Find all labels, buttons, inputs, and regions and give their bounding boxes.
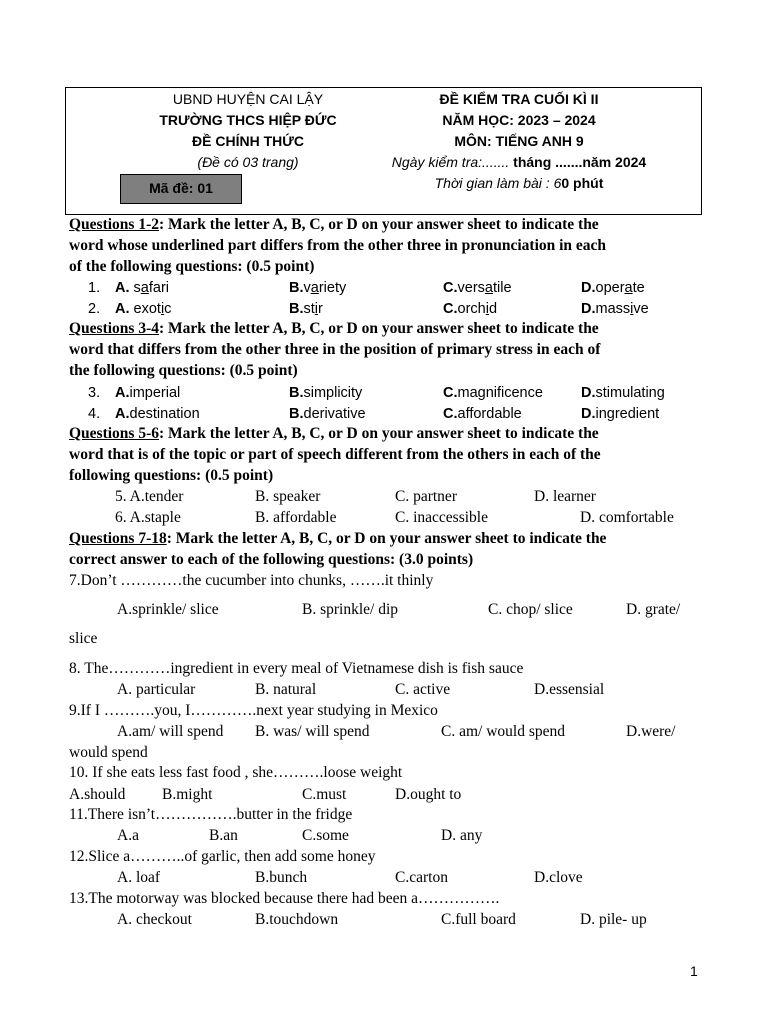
q8-option-d: D.essensial [534, 681, 605, 698]
section-3-line-3: following questions: (0.5 point) [69, 467, 274, 484]
q3-option-b: B.simplicity [289, 385, 363, 401]
q12-option-a: A. loaf [117, 869, 161, 886]
q3-option-d: D.stimulating [581, 385, 665, 401]
q13-stem: 13.The motorway was blocked because there had been a……………. [69, 890, 500, 907]
section-1-line-3: of the following questions: (0.5 point) [69, 258, 315, 275]
q11-option-b: B.an [209, 827, 238, 844]
q1-option-b: B.variety [289, 280, 347, 296]
q1-option-a: A. safari [115, 280, 170, 296]
q9-option-c: C. am/ would spend [441, 723, 565, 740]
q12-option-b: B.bunch [255, 869, 308, 886]
q4-option-b: B.derivative [289, 406, 366, 422]
q10-option-d: D.ought to [395, 786, 462, 803]
q13-option-b: B.touchdown [255, 911, 339, 928]
subject: MÔN: TIẾNG ANH 9 [454, 133, 584, 149]
q2-option-d: D.massive [581, 301, 649, 317]
q8-option-b: B. natural [255, 681, 317, 698]
q1-option-c: C.versatile [443, 280, 512, 296]
q8-stem: 8. The…………ingredient in every meal of Vietnamese dish is fish sauce [69, 660, 524, 677]
section-2-line-2: word that differs from the other three in the position of primary stress in each of [69, 341, 601, 358]
q10-option-a: A.should [69, 786, 126, 803]
exam-duration: Thời gian làm bài : 60 phút [434, 175, 604, 191]
q6-option-b: B. affordable [255, 509, 337, 526]
q6-option-c: C. inaccessible [395, 509, 488, 526]
q8-option-c: C. active [395, 681, 451, 698]
q9-stem: 9.If I ……….you, I………….next year studying in Mexico [69, 702, 438, 719]
q3-option-c: C.magnificence [443, 385, 543, 401]
q10-option-b: B.might [162, 786, 213, 803]
section-4-line-2: correct answer to each of the following questions: (3.0 points) [69, 551, 474, 568]
section-1-line-2: word whose underlined part differs from the other three in pronunciation in each [69, 237, 607, 254]
q11-stem: 11.There isn’t…………….butter in the fridge [69, 806, 353, 823]
q7-stem: 7.Don’t …………the cucumber into chunks, …….it thinly [69, 572, 434, 589]
q3-option-a: A.imperial [115, 385, 181, 401]
q2-option-a: A. exotic [115, 301, 172, 317]
q7-option-d-continued: slice [69, 630, 98, 647]
q11-option-d: D. any [441, 827, 483, 844]
q5-option-c: C. partner [395, 488, 457, 505]
header-box [65, 87, 702, 215]
q9-option-b: B. was/ will spend [255, 723, 370, 740]
q9-option-d: D.were/ [626, 723, 676, 740]
section-4-heading: Questions 7-18: Mark the letter A, B, C, or D on your answer sheet to indicate the [69, 530, 607, 547]
q4-option-c: C.affordable [443, 406, 522, 422]
q10-option-c: C.must [302, 786, 347, 803]
q12-option-d: D.clove [534, 869, 583, 886]
q1-option-d: D.operate [581, 280, 645, 296]
q12-stem: 12.Slice a………..of garlic, then add some honey [69, 848, 376, 865]
exam-date: Ngày kiểm tra:....... tháng .......năm 2024 [391, 154, 647, 170]
page-number: 1 [690, 963, 698, 979]
q7-option-b: B. sprinkle/ dip [302, 601, 399, 618]
q13-option-a: A. checkout [117, 911, 192, 928]
q12-option-c: C.carton [395, 869, 448, 886]
q9-option-d-continued: would spend [69, 744, 148, 761]
district-name: UBND HUYỆN CAI LẬY [172, 91, 324, 107]
q11-option-c: C.some [302, 827, 349, 844]
exam-code-badge: Mã đề: 01 [120, 174, 242, 204]
q4-option-a: A.destination [115, 406, 200, 422]
page-count-note: (Đề có 03 trang) [197, 154, 299, 170]
school-year: NĂM HỌC: 2023 – 2024 [442, 112, 596, 128]
school-name: TRƯỜNG THCS HIỆP ĐỨC [159, 112, 337, 128]
q6-option-a: 6. A.staple [115, 509, 181, 526]
q9-option-a: A.am/ will spend [117, 723, 224, 740]
q6-option-d: D. comfortable [580, 509, 674, 526]
q7-option-a: A.sprinkle/ slice [117, 601, 219, 618]
exam-title: ĐỀ KIỂM TRA CUỐI KÌ II [439, 91, 599, 107]
q11-option-a: A.a [117, 827, 139, 844]
q8-option-a: A. particular [117, 681, 196, 698]
q5-option-d: D. learner [534, 488, 596, 505]
q2-option-b: B.stir [289, 301, 323, 317]
q2-option-c: C.orchid [443, 301, 498, 317]
q10-stem: 10. If she eats less fast food , she……….loose weight [69, 764, 403, 781]
official-label: ĐỀ CHÍNH THỨC [192, 133, 304, 149]
q7-option-d: D. grate/ [626, 601, 681, 618]
q13-option-c: C.full board [441, 911, 516, 928]
section-2-heading: Questions 3-4: Mark the letter A, B, C, or D on your answer sheet to indicate the [69, 320, 599, 337]
section-3-heading: Questions 5-6: Mark the letter A, B, C, or D on your answer sheet to indicate the [69, 425, 599, 442]
section-2-line-3: the following questions: (0.5 point) [69, 362, 298, 379]
section-1-heading: Questions 1-2: Mark the letter A, B, C, or D on your answer sheet to indicate the [69, 216, 599, 233]
q5-option-b: B. speaker [255, 488, 321, 505]
q7-option-c: C. chop/ slice [488, 601, 573, 618]
section-3-line-2: word that is of the topic or part of speech different from the others in each of the [69, 446, 601, 463]
q5-option-a: 5. A.tender [115, 488, 184, 505]
q13-option-d: D. pile- up [580, 911, 647, 928]
q4-option-d: D.ingredient [581, 406, 660, 422]
